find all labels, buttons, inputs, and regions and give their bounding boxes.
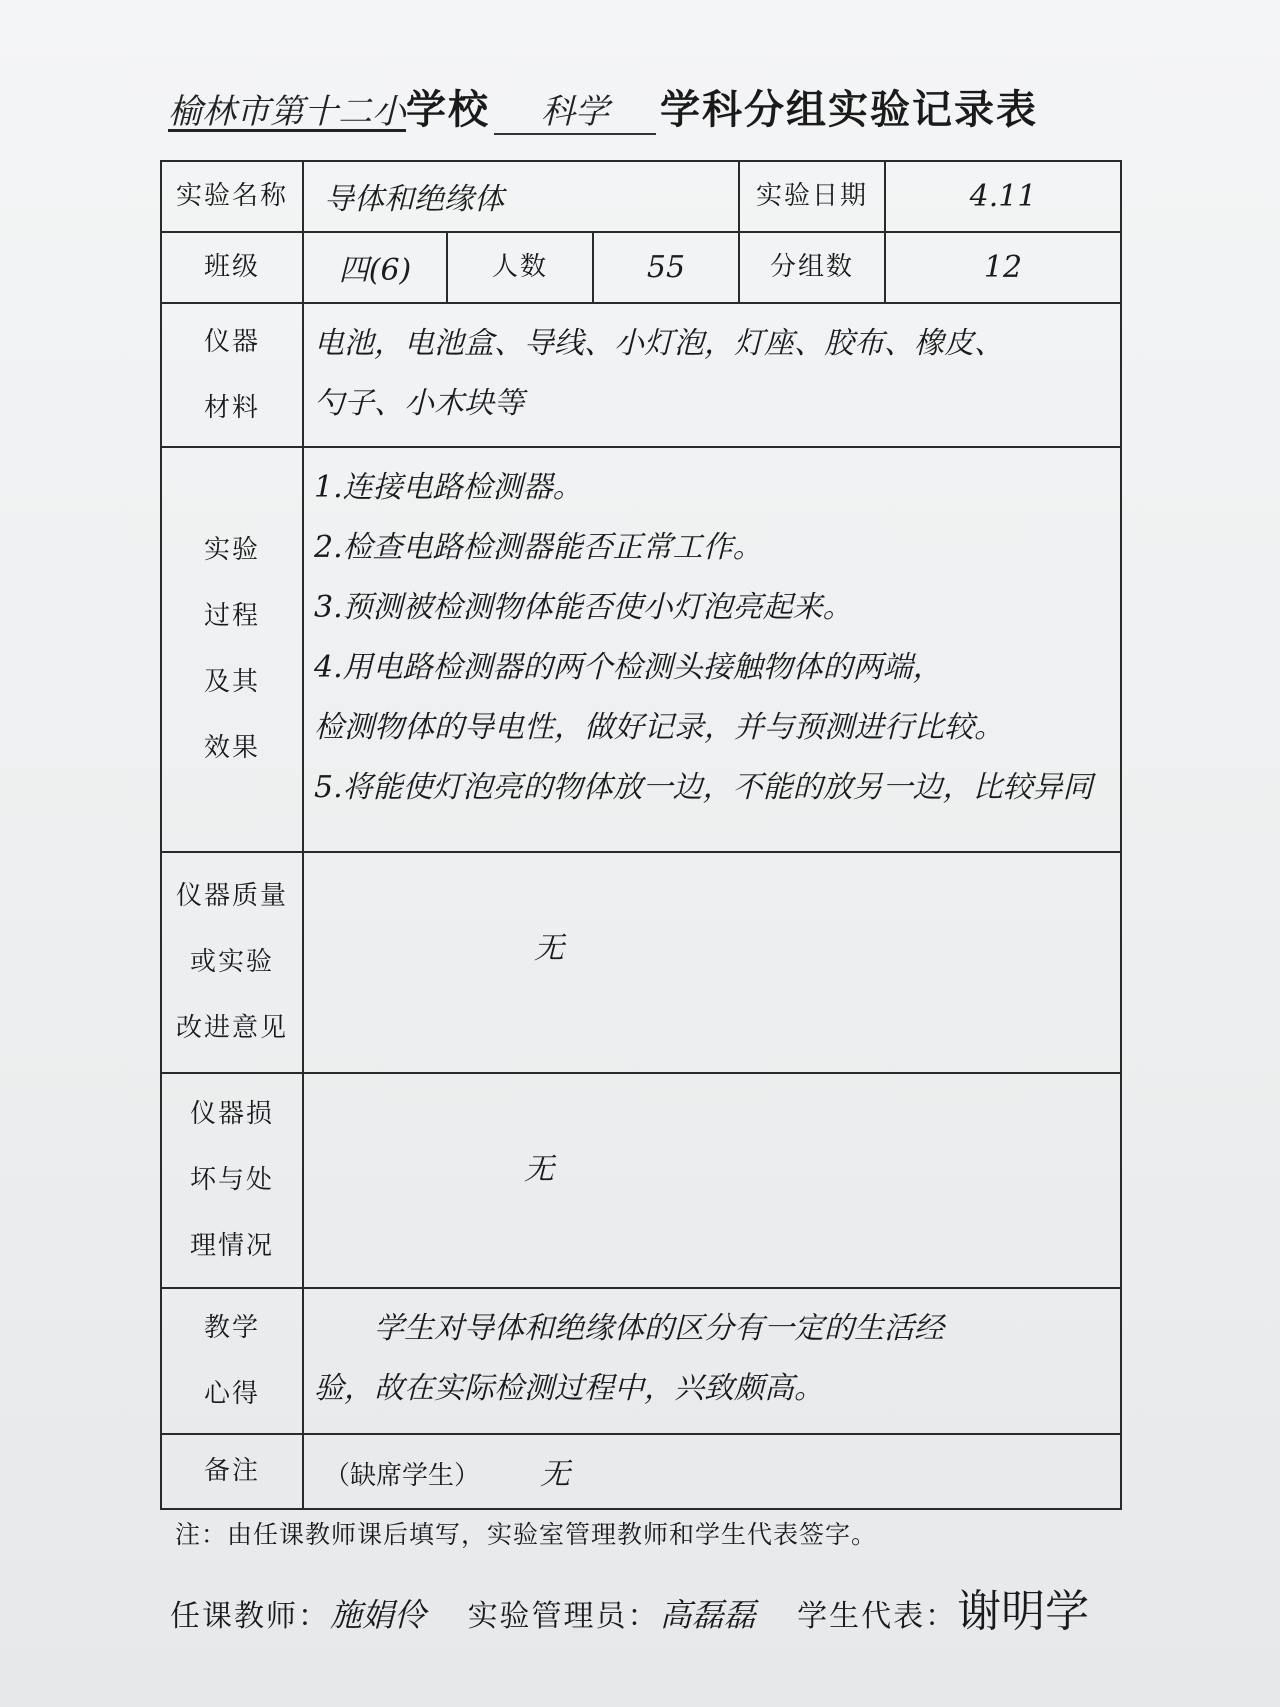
experience-label-line: 心得 [203,1378,260,1409]
row-remarks [161,1434,1121,1509]
groups-label: 分组数 [739,232,885,303]
process-line: 1.连接电路检测器。 [314,469,583,505]
process-line: 2.检查电路检测器能否正常工作。 [314,529,763,565]
damage-value: 无 [303,1073,1121,1288]
row-class-people-groups [161,232,1121,303]
quality-value: 无 [303,852,1121,1073]
student-label: 学生代表： [797,1599,958,1634]
school-suffix: 学校 [406,87,490,133]
teacher-signature: 施娟伶 [330,1596,427,1634]
damage-label-line: 仪器损 [189,1099,274,1130]
form-title [168,78,1168,148]
experience-label-line: 教学 [203,1312,260,1343]
damage-label-line: 理情况 [189,1231,274,1262]
remarks-value-cell [303,1434,1121,1509]
process-label-line: 效果 [203,733,260,764]
experiment-date-value: 4.11 [885,161,1121,232]
process-line: 4.用电路检测器的两个检测头接触物体的两端， [314,649,943,685]
materials-value [303,303,1121,447]
experiment-date-label: 实验日期 [739,161,885,232]
remarks-value: 无 [540,1457,571,1493]
remarks-sub-label: （缺席学生） [324,1461,481,1492]
row-process [161,447,1121,852]
process-line: 检测物体的导电性，做好记录，并与预测进行比较。 [314,709,1004,745]
experiment-name-label: 实验名称 [161,161,303,232]
process-label-line: 实验 [203,535,260,566]
materials-label-line: 仪器 [203,326,260,357]
class-value: 四(6) [303,232,447,303]
materials-label-line: 材料 [203,392,260,423]
teacher-label: 任课教师： [170,1599,330,1634]
people-label: 人数 [447,232,593,303]
row-quality [161,852,1121,1073]
experience-value [303,1288,1121,1434]
process-label [161,447,303,852]
quality-label-line: 仪器质量 [175,881,288,912]
remarks-label: 备注 [161,1434,303,1509]
experience-line: 验，故在实际检测过程中，兴致颇高。 [314,1370,824,1406]
student-signature: 谢明学 [957,1586,1090,1637]
row-materials [161,303,1121,447]
row-damage [161,1073,1121,1288]
process-value [303,447,1121,852]
quality-label [161,852,303,1073]
process-label-line: 过程 [203,601,260,632]
quality-label-line: 或实验 [189,947,274,978]
admin-label: 实验管理员： [467,1599,660,1634]
title-suffix: 学科分组实验记录表 [660,87,1038,133]
materials-line: 电池，电池盒、导线、小灯泡，灯座、胶布、橡皮、 [314,325,1004,361]
people-value: 55 [593,232,739,303]
process-line: 5.将能使灯泡亮的物体放一边，不能的放另一边，比较异同 [314,769,1093,805]
signature-row [170,1575,1170,1645]
damage-label [161,1073,303,1288]
admin-signature: 高磊磊 [659,1596,756,1634]
teacher-signature-block [170,1590,426,1636]
subject-name: 科学 [494,84,656,135]
process-label-line: 及其 [203,667,260,698]
admin-signature-block [468,1590,756,1636]
class-label: 班级 [161,232,303,303]
footnote: 注：由任课教师课后填写，实验室管理教师和学生代表签字。 [175,1520,878,1549]
experiment-name-value: 导体和绝缘体 [303,161,739,232]
school-name: 榆林市第十二小 [168,92,406,132]
experience-line: 学生对导体和绝缘体的区分有一定的生活经 [374,1310,944,1346]
process-line: 3.预测被检测物体能否使小灯泡亮起来。 [314,589,853,625]
student-signature-block [797,1575,1089,1639]
groups-value: 12 [885,232,1121,303]
row-name-date [161,161,1121,232]
row-experience [161,1288,1121,1434]
materials-label [161,303,303,447]
experiment-record-table [160,160,1122,1510]
damage-label-line: 坏与处 [189,1165,274,1196]
quality-label-line: 改进意见 [175,1013,288,1044]
experience-label [161,1288,303,1434]
materials-line: 勺子、小木块等 [314,385,524,421]
